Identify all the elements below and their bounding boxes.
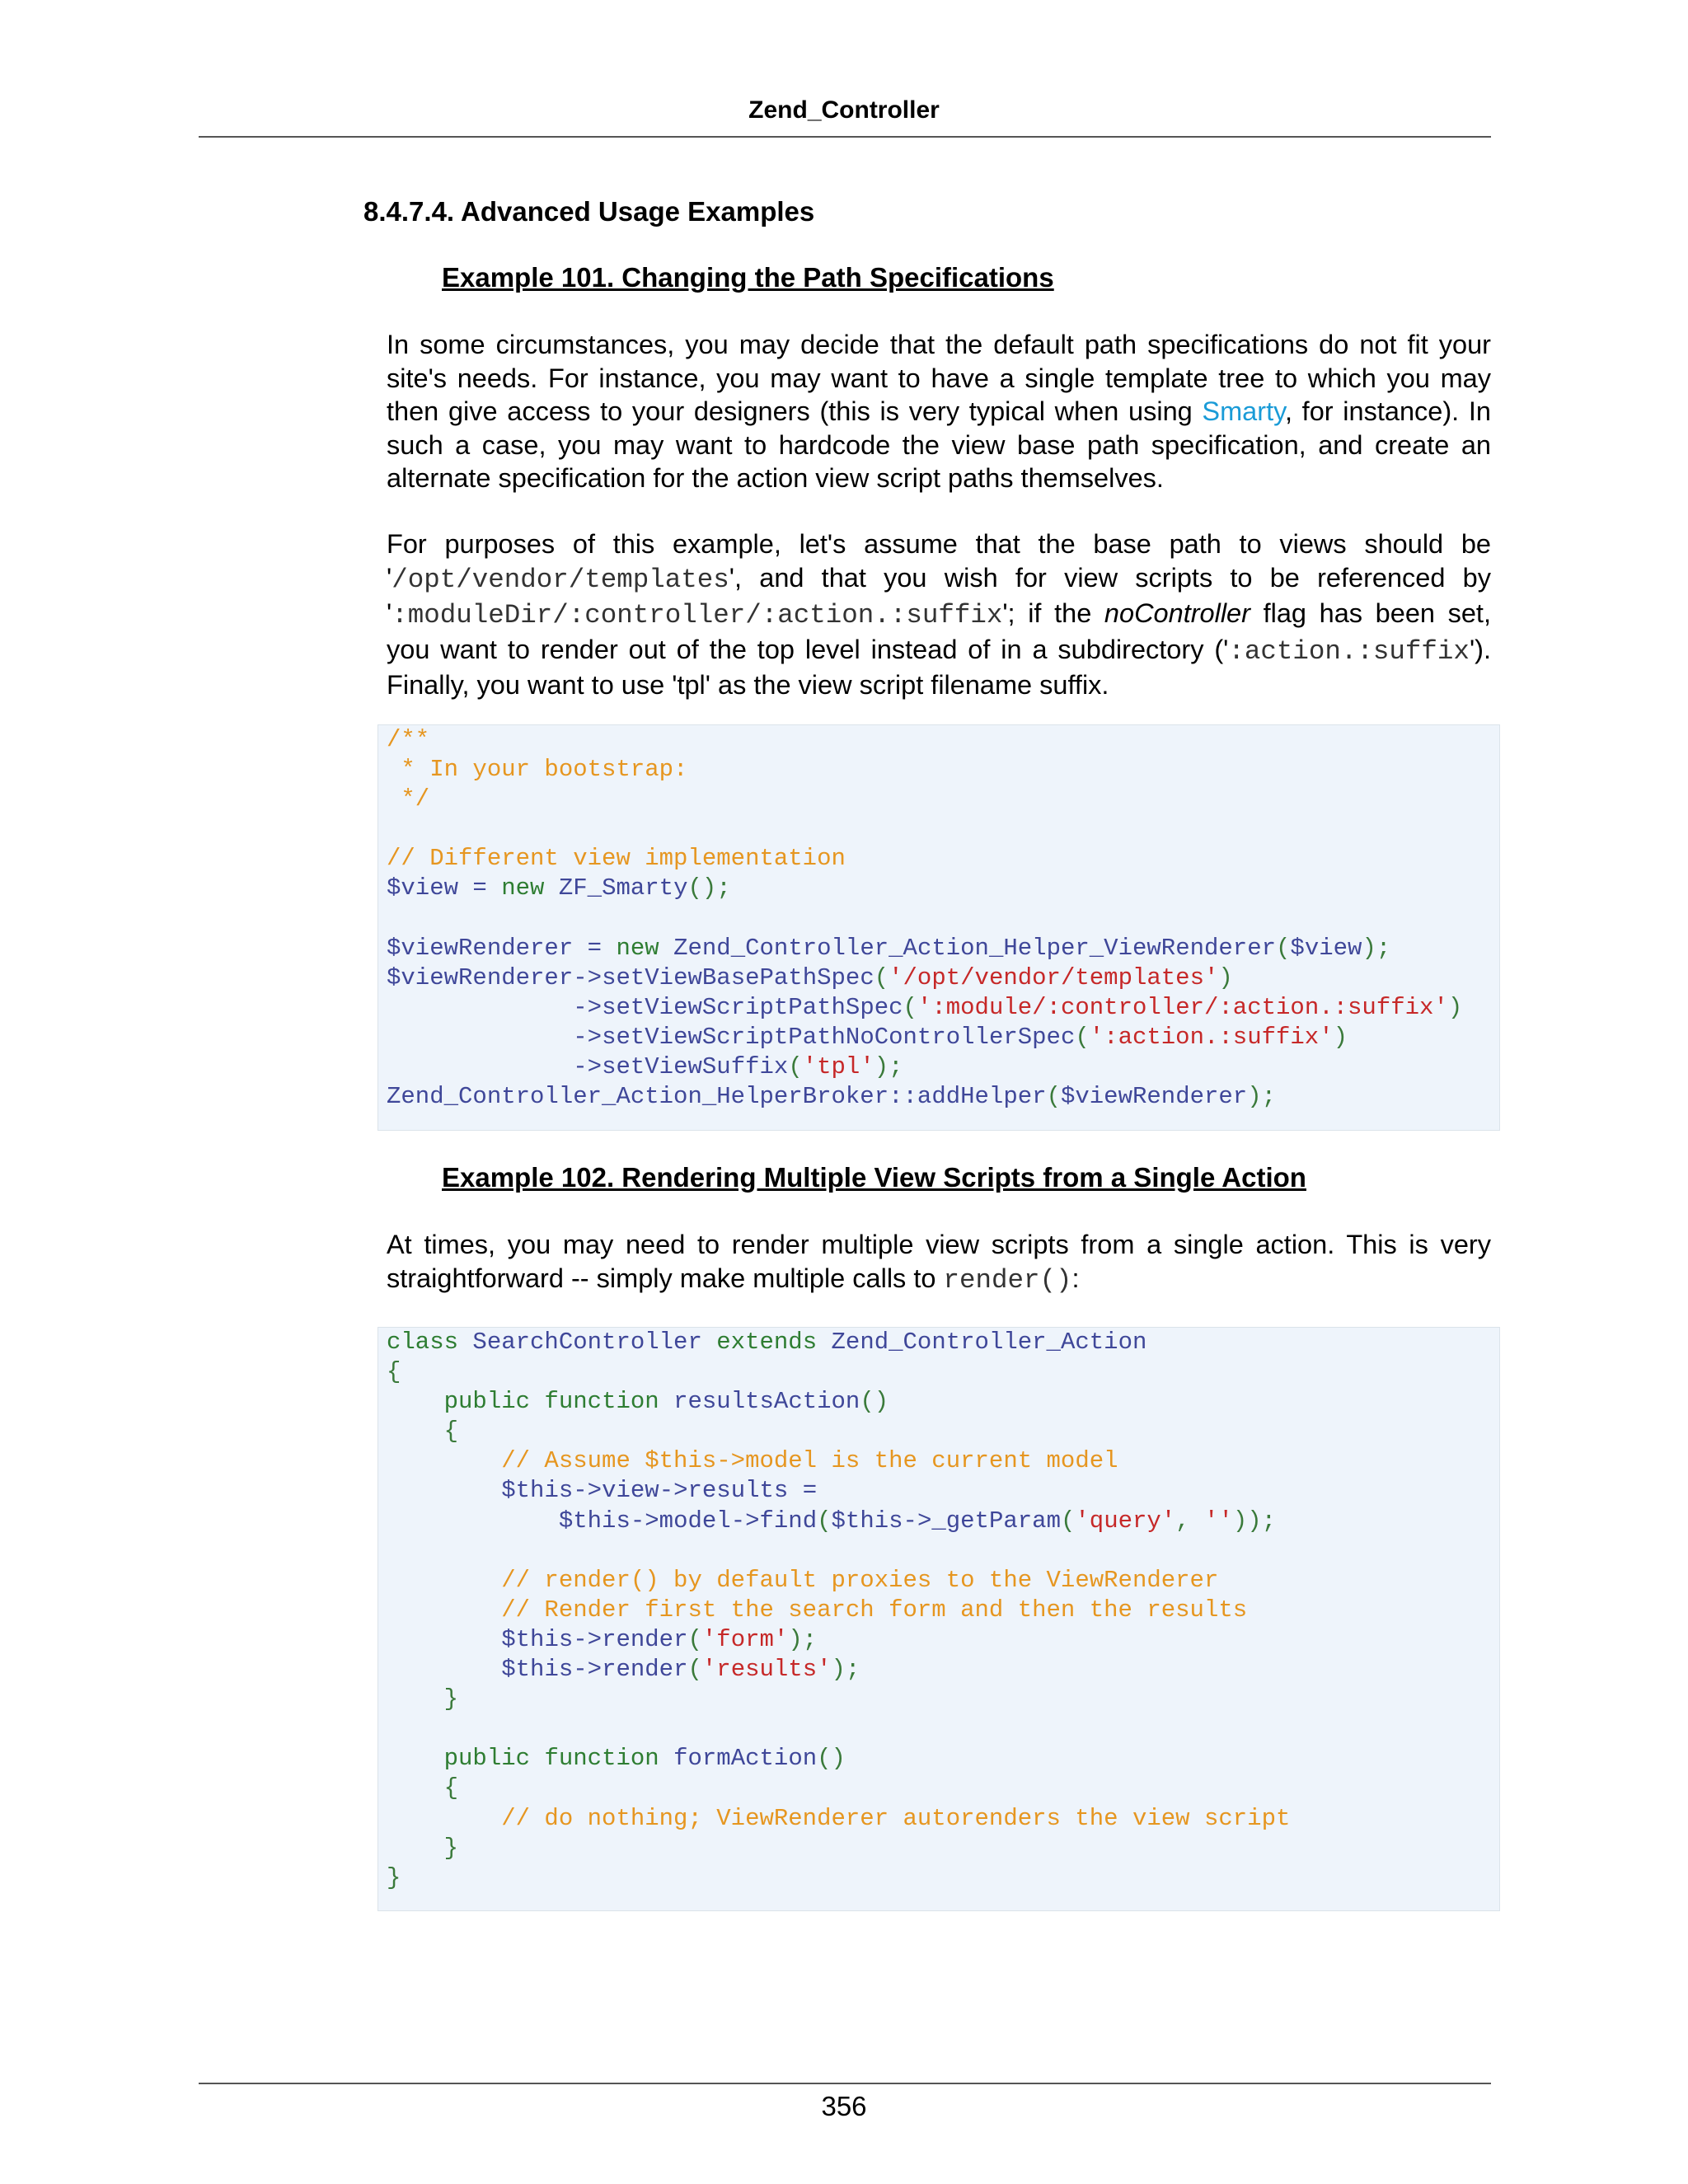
code-line: // render() by default proxies to the ViewRenderer	[387, 1566, 1219, 1594]
section-heading: 8.4.7.4. Advanced Usage Examples	[363, 196, 815, 227]
code-line	[387, 1536, 1499, 1566]
code-line: $this->render('results');	[501, 1656, 860, 1684]
code-line: $this->view->results =	[501, 1477, 818, 1505]
code-line: // Assume $this->model is the current model	[387, 1447, 1118, 1475]
code-line: }	[443, 1685, 459, 1713]
code-line: public function formAction()	[443, 1745, 846, 1773]
code-line: $viewRenderer = new Zend_Controller_Action_Helper_ViewRenderer($view);	[387, 934, 1391, 962]
code-line: {	[443, 1774, 459, 1802]
example-101-paragraph-1: In some circumstances, you may decide that the default path specifications do not fit your site's needs. For instance, you may want to have a single template tree to which you may then give access to your designers (this is very typical when using Smarty, for instance). In such a case, you may want to hardcode the view base path specification, and create an alternate specification for the action view script paths themselves.	[387, 330, 1491, 493]
code-line: }	[443, 1834, 459, 1862]
inline-code: /opt/vendor/templates	[392, 564, 729, 595]
running-header: Zend_Controller	[748, 96, 940, 124]
code-line	[387, 814, 1499, 844]
inline-code: :action.:suffix	[1228, 635, 1470, 667]
code-line: Zend_Controller_Action_HelperBroker::addHelper($viewRenderer);	[387, 1083, 1277, 1111]
code-line: $viewRenderer->setViewBasePathSpec('/opt/vendor/templates')	[387, 963, 1233, 991]
code-line: public function resultsAction()	[443, 1388, 889, 1416]
code-line: ->setViewSuffix('tpl');	[573, 1053, 903, 1081]
code-line: // do nothing; ViewRenderer autorenders the view script	[387, 1804, 1291, 1832]
code-line: $this->render('form');	[501, 1625, 818, 1653]
code-line: $this->model->find($this->_getParam('query', ''));	[558, 1507, 1277, 1535]
code-line: */	[387, 785, 430, 813]
code-line: {	[387, 1358, 401, 1386]
smarty-link[interactable]: Smarty	[1202, 396, 1285, 426]
code-block-search-controller	[377, 1327, 1500, 1911]
example-102-paragraph: At times, you may need to render multiple view scripts from a single action. This is very straightforward -- simply make multiple calls to render():	[387, 1230, 1491, 1296]
code-line: ->setViewScriptPathNoControllerSpec(':action.:suffix')	[573, 1023, 1348, 1051]
code-line: $view = new ZF_Smarty();	[387, 874, 731, 902]
footer-rule	[199, 2083, 1491, 2084]
code-line: /**	[387, 726, 430, 753]
code-line: {	[443, 1418, 459, 1446]
code-line: ->setViewScriptPathSpec(':module/:controller/:action.:suffix')	[573, 993, 1463, 1021]
example-101-title: Example 101. Changing the Path Specifications	[442, 262, 1054, 293]
code-block-bootstrap	[377, 724, 1500, 1131]
inline-code: render()	[943, 1264, 1072, 1296]
code-line: * In your bootstrap:	[387, 756, 688, 784]
code-line: // Different view implementation	[387, 845, 846, 873]
page-number: 356	[821, 2091, 867, 2121]
code-line: class SearchController extends Zend_Controller_Action	[387, 1329, 1147, 1356]
example-101-paragraph-2: For purposes of this example, let's assume that the base path to views should be '/opt/vendor/templates', and that you wish for view scripts to be referenced by ':moduleDir/:controller/:action.:suffix'; if the noController flag has been set, you want to render out of the top level instead of in a subdirectory (':action.:suffix'). Finally, you want to use 'tpl' as the view script filename suffix.	[387, 529, 1491, 700]
header-rule	[199, 136, 1491, 138]
code-line: }	[387, 1863, 401, 1891]
code-line: // Render first the search form and then the results	[387, 1596, 1248, 1624]
code-line	[387, 904, 1499, 934]
example-102-title: Example 102. Rendering Multiple View Scripts from a Single Action	[442, 1162, 1306, 1193]
inline-code: :moduleDir/:controller/:action.:suffix	[392, 600, 1003, 630]
code-line	[387, 1714, 1499, 1744]
